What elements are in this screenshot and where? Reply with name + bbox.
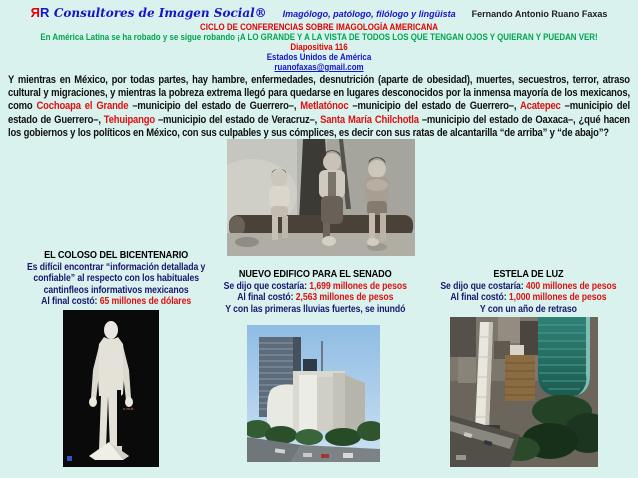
svg-text:c.m.b: c.m.b xyxy=(123,406,134,411)
credentials-text: Imagólogo, patólogo, filólogo y lingüista xyxy=(282,9,456,19)
coloso-cost-line xyxy=(10,296,222,308)
senado-final-value: 2,563 millones de pesos xyxy=(295,292,394,304)
senado-said-value: 1,699 millones de pesos xyxy=(309,280,407,292)
senado-note: Y con las primeras lluvias fuertes, se inundó xyxy=(225,303,406,315)
estela-final-line xyxy=(424,292,633,304)
senado-photo xyxy=(247,325,380,462)
children-photo xyxy=(227,139,415,256)
coloso-section xyxy=(10,250,222,308)
coloso-title: EL COLOSO DEL BICENTENARIO xyxy=(44,249,189,261)
senado-final-line xyxy=(210,292,421,304)
brand-logo xyxy=(31,4,267,22)
coloso-cost-value: 65 millones de dólares xyxy=(99,296,192,308)
author-name: Fernando Antonio Ruano Faxas xyxy=(471,9,608,19)
estela-section xyxy=(424,269,633,315)
estela-said-label: Se dijo que costaría: xyxy=(440,280,526,292)
green-statement: En América Latina se ha robado y se sigue robando ¡A LO GRANDE Y A LA VISTA DE TODOS LOS QUE TENGAN OJOS Y QUIERAN Y PUEDAN VER! xyxy=(40,32,598,42)
estela-final-value: 1,000 millones de pesos xyxy=(508,292,607,304)
estela-title: ESTELA DE LUZ xyxy=(493,268,564,280)
senado-section xyxy=(210,269,421,315)
series-title: CICLO DE CONFERENCIAS SOBRE IMAGOLOGÍA AMERICANA xyxy=(200,22,438,32)
senado-said-line xyxy=(210,281,421,293)
senado-photo-graphic xyxy=(247,325,380,462)
header-top-row xyxy=(0,4,638,22)
senado-final-label: Al final costó: xyxy=(237,292,296,304)
senado-said-label: Se dijo que costaría: xyxy=(223,280,310,292)
coloso-cost-label: Al final costó: xyxy=(41,296,100,308)
logo-ya-letter: Я xyxy=(30,5,40,20)
coloso-description: Es difícil encontrar “información detallada y confiable” al respecto con los habituales cantinfleos informativos mexicanos xyxy=(26,261,206,296)
logo-r-letter: R xyxy=(39,5,50,20)
estela-photo-graphic xyxy=(450,317,598,467)
estela-photo xyxy=(450,317,598,467)
header xyxy=(0,4,638,72)
coloso-photo-graphic xyxy=(63,310,159,467)
estela-said-value: 400 millones de pesos xyxy=(525,280,617,292)
email-link[interactable]: ruanofaxas@gmail.com xyxy=(274,62,364,72)
coloso-photo xyxy=(63,310,159,467)
slide-number: Diapositiva 116 xyxy=(290,42,348,52)
senado-title: NUEVO EDIFICO PARA EL SENADO xyxy=(238,268,392,280)
estela-note: Y con un año de retraso xyxy=(479,303,577,315)
children-photo-graphic xyxy=(227,139,415,256)
country-label: Estados Unidos de América xyxy=(266,52,372,62)
estela-final-label: Al final costó: xyxy=(450,292,509,304)
brand-name: Consultores de Imagen Social® xyxy=(53,6,267,20)
main-paragraph: Y mientras en México, por todas partes, hay hambre, enfermedades, desnutrición (aparte de obesidad), muertes, secuestros, terror, atraso cultural y migraciones, y mientras la pobreza extrema llegó para quedarse en lugares desconocidos por la inmensa mayoría de los mexicanos, como Cochoapa el Grande –municipio del estado de Guerrero–, Metlatónoc –municipio del estado de Guerrero–, Acatepec –municipio del estado de Guerrero–, Tehuipango –municipio del estado de Veracruz–, Santa María Chilchotla –municipio del estado de Oaxaca–, ¿qué hacen los gobiernos y los políticos en México, con sus culpables y sus cómplices, es decir con sus ratas de alcantarilla “de arriba” y “de abajo”? xyxy=(8,74,630,139)
estela-said-line xyxy=(424,281,633,293)
